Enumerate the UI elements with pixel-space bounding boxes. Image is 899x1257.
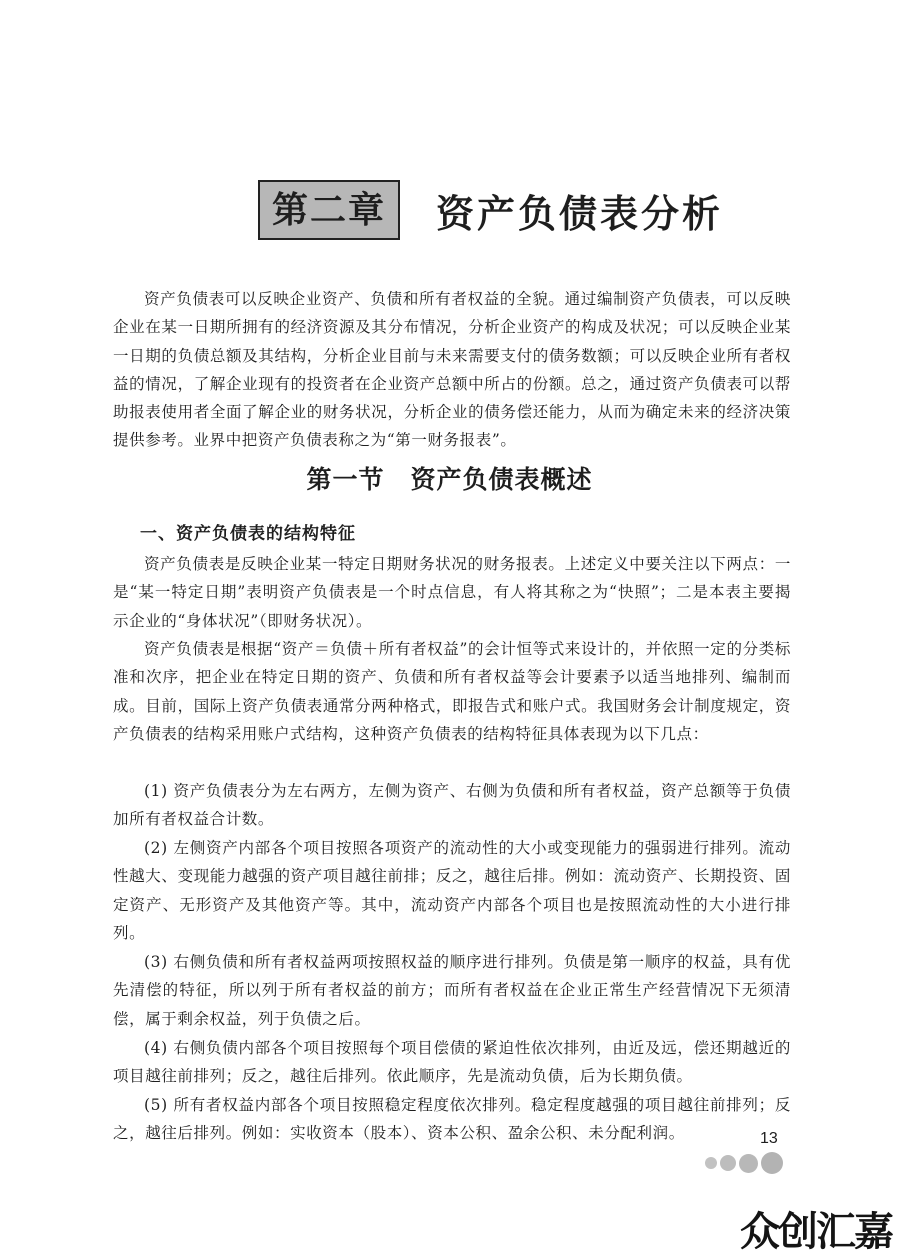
dot-icon [720, 1155, 736, 1171]
intro-paragraph: 资产负债表可以反映企业资产、负债和所有者权益的全貌。通过编制资产负债表，可以反映企业在某一日期所拥有的经济资源及其分布情况，分析企业资产的构成及状况；可以反映企业某一日期的负债总额及其结构，分析企业目前与未来需要支付的债务数额；可以反映企业所有者权益的情况，了解企业现有的投资者在企业资产总额中所占的份额。总之，通过资产负债表可以帮助报表使用者全面了解企业的财务状况，分析企业的债务偿还能力，从而为确定未来的经济决策提供参考。业界中把资产负债表称之为“第一财务报表”。 [113, 290, 791, 450]
body-paragraph-4: (2) 左侧资产内部各个项目按照各项资产的流动性的大小或变现能力的强弱进行排列。流动性越大、变现能力越强的资产项目越往前排；反之，越往后排。例如：流动资产、长期投资、固定资产、无形资产及其他资产等。其中，流动资产内部各个项目也是按照流动性的大小进行排列。 [113, 839, 791, 942]
dot-icon [705, 1157, 717, 1169]
body-paragraph-5: (3) 右侧负债和所有者权益两项按照权益的顺序进行排列。负债是第一顺序的权益，具有优先清偿的特征，所以列于所有者权益的前方；而所有者权益在企业正常生产经营情况下无须清偿，属于剩余权益，列于负债之后。 [113, 953, 791, 1028]
dot-icon [761, 1152, 783, 1174]
chapter-number: 第二章 [258, 180, 400, 240]
dot-icon [739, 1154, 758, 1173]
chapter-title: 资产负债表分析 [436, 190, 724, 236]
body-paragraph-2: 资产负债表是根据“资产＝负债＋所有者权益”的会计恒等式来设计的，并依照一定的分类标准和次序，把企业在特定日期的资产、负债和所有者权益等会计要素予以适当地排列、编制而成。目前，国际上资产负债表通常分两种格式，即报告式和账户式。我国财务会计制度规定，资产负债表的结构采用账户式结构，这种资产负债表的结构特征具体表现为以下几点： [113, 640, 791, 743]
watermark-logo: 众创汇嘉 [740, 1209, 892, 1255]
body-paragraph-3: (1) 资产负债表分为左右两方，左侧为资产、右侧为负债和所有者权益，资产总额等于负债加所有者权益合计数。 [113, 782, 791, 829]
body-paragraph-6: (4) 右侧负债内部各个项目按照每个项目偿债的紧迫性依次排列，由近及远，偿还期越近的项目越往前排列；反之，越往后排列。依此顺序，先是流动负债，后为长期负债。 [113, 1039, 791, 1086]
body-paragraph-7: (5) 所有者权益内部各个项目按照稳定程度依次排列。稳定程度越强的项目越往前排列；反之，越往后排列。例如：实收资本（股本）、资本公积、盈余公积、未分配利润。 [113, 1096, 791, 1143]
page-number: 13 [760, 1130, 778, 1147]
decorative-dots [705, 1152, 783, 1174]
body-paragraph-1: 资产负债表是反映企业某一特定日期财务状况的财务报表。上述定义中要关注以下两点：一是“某一特定日期”表明资产负债表是一个时点信息，有人将其称之为“快照”；二是本表主要揭示企业的“身体状况”（即财务状况）。 [113, 555, 791, 630]
chapter-heading [258, 180, 723, 240]
subsection-title: 一、资产负债表的结构特征 [140, 524, 356, 544]
section-title: 第一节 资产负债表概述 [306, 465, 593, 494]
